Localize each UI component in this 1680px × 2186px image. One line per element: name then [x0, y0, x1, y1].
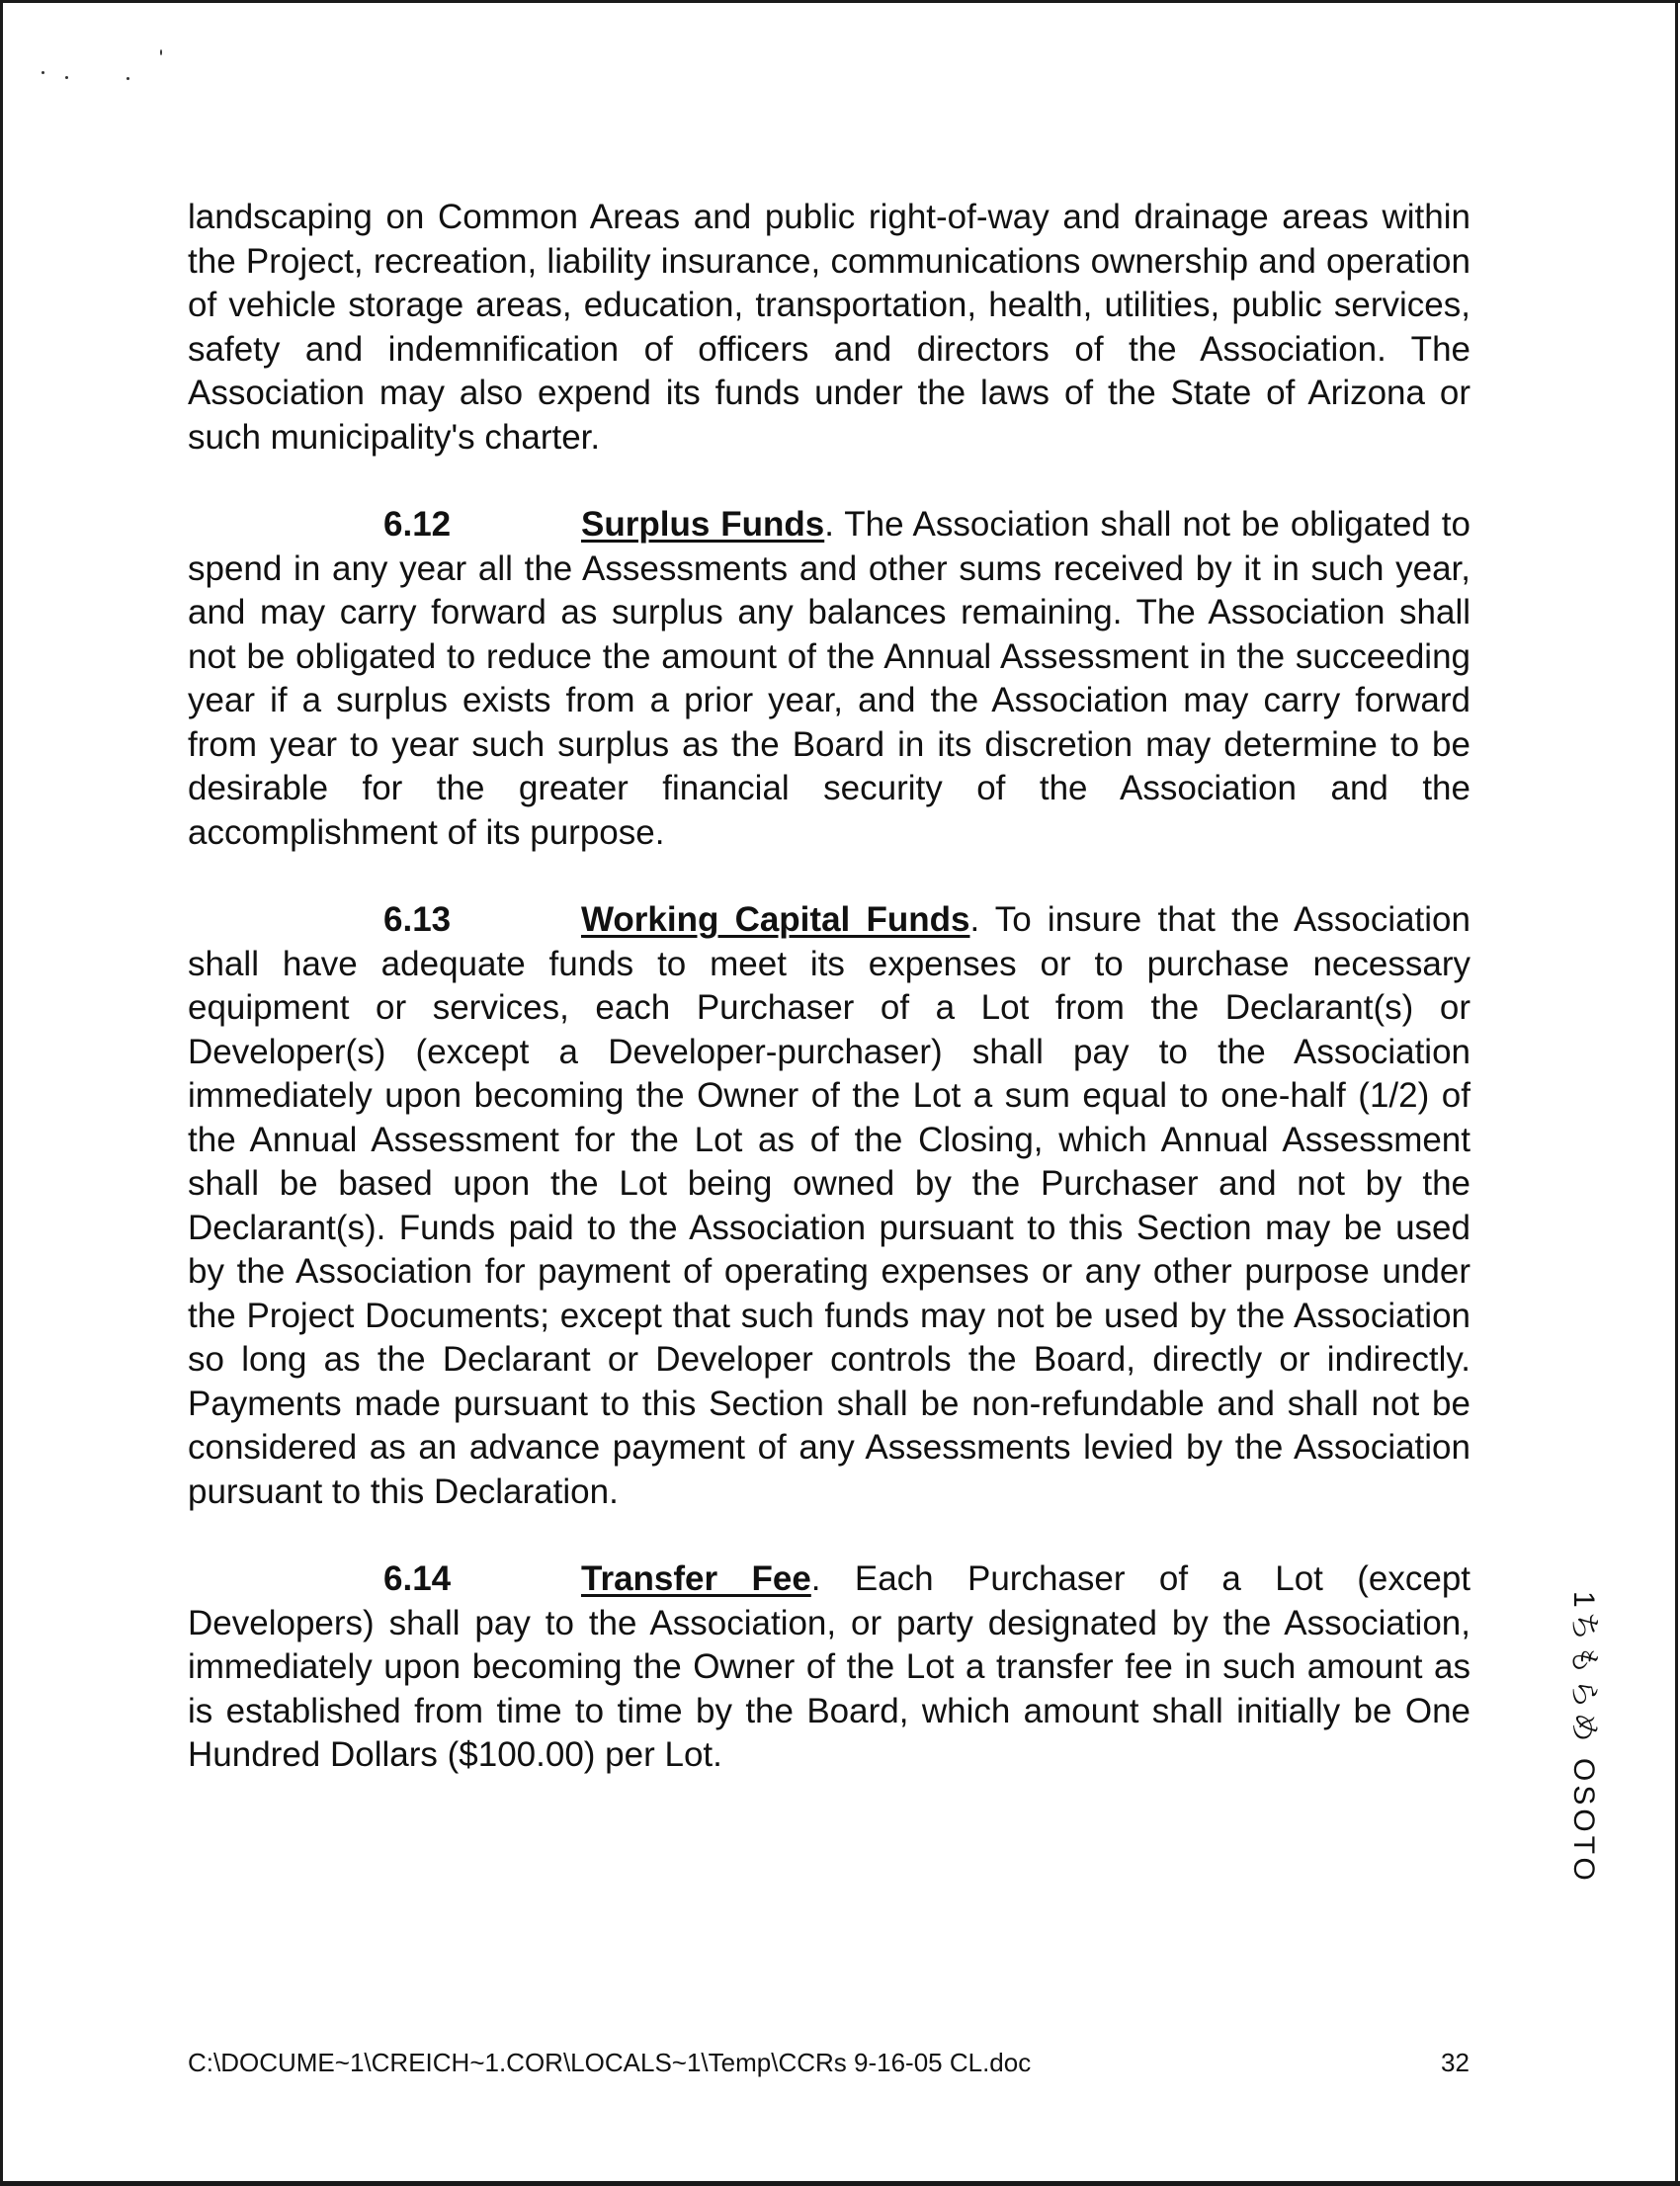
section-number: 6.12: [383, 505, 452, 544]
section-title: Surplus Funds: [581, 505, 825, 544]
side-stamp-text: 1ちもらめ OSOTO: [1567, 1591, 1600, 1885]
paragraph-continuation: landscaping on Common Areas and public right-of-way and drainage areas within the Project, recreation, liability insurance, communications ownership and operation of vehicle storage areas, education, transportation, health, utilities, public services, safety and indemnification of officers and directors of the Association. The Association may also expend its funds under the laws of the State of Arizona or such municipality's charter.: [188, 198, 1470, 457]
section-title: Transfer Fee: [581, 1559, 811, 1598]
section-6-12: [188, 503, 1470, 855]
section-body: . The Association shall not be obligated to spend in any year all the Assessments and other sums received by it in such year, and may carry forward as surplus any balances remaining. The Association shall not be obligated to reduce the amount of the Annual Assessment in the succeeding year if a surplus exists from a prior year, and the Association may carry forward from year to year such surplus as the Board in its discretion may determine to be desirable for the greater financial security of the Association and the accomplishment of its purpose.: [188, 505, 1471, 852]
side-bates-stamp: [1567, 1591, 1619, 1885]
section-body: . To insure that the Association shall have adequate funds to meet its expenses or to purchase necessary equipment or services, each Purchaser of a Lot from the Declarant(s) or Developer(s) (except a Developer-purchaser) shall pay to the Association immediately upon becoming the Owner of the Lot a sum equal to one-half (1/2) of the Annual Assessment for the Lot as of the Closing, which Annual Assessment shall be based upon the Lot being owned by the Purchaser and not by the Declarant(s). Funds paid to the Association pursuant to this Section may be used by the Association for payment of operating expenses or any other purpose under the Project Documents; except that such funds may not be used by the Association so long as the Declarant or Developer controls the Board, directly or indirectly. Payments made pursuant to this Section shall be non-refundable and shall not be considered as an advance payment of any Assessments levied by the Association pursuant to this Declaration.: [188, 900, 1470, 1511]
footer-file-path: C:\DOCUME~1\CREICH~1.COR\LOCALS~1\Temp\CCRs 9-16-05 CL.doc: [188, 2048, 1032, 2077]
scan-border-right: [1675, 0, 1678, 2186]
scan-border-bottom: [0, 2181, 1680, 2186]
section-number: 6.13: [383, 900, 452, 939]
scan-border-left: [0, 0, 3, 2186]
section-number: 6.14: [383, 1559, 452, 1598]
section-title: Working Capital Funds: [581, 900, 970, 939]
section-body: . Each Purchaser of a Lot (except Developers) shall pay to the Association, or party designated by the Association, immediately upon becoming the Owner of the Lot a transfer fee in such amount as is established from time to time by the Board, which amount shall initially be One Hundred Dollars ($100.00) per Lot.: [188, 1559, 1471, 1774]
section-6-13: [188, 898, 1470, 1514]
page-number: 32: [1441, 2048, 1470, 2077]
section-6-14: [188, 1557, 1470, 1778]
document-page: [188, 196, 1470, 1821]
scan-border-top: [0, 0, 1680, 3]
scan-specks: [40, 49, 178, 89]
